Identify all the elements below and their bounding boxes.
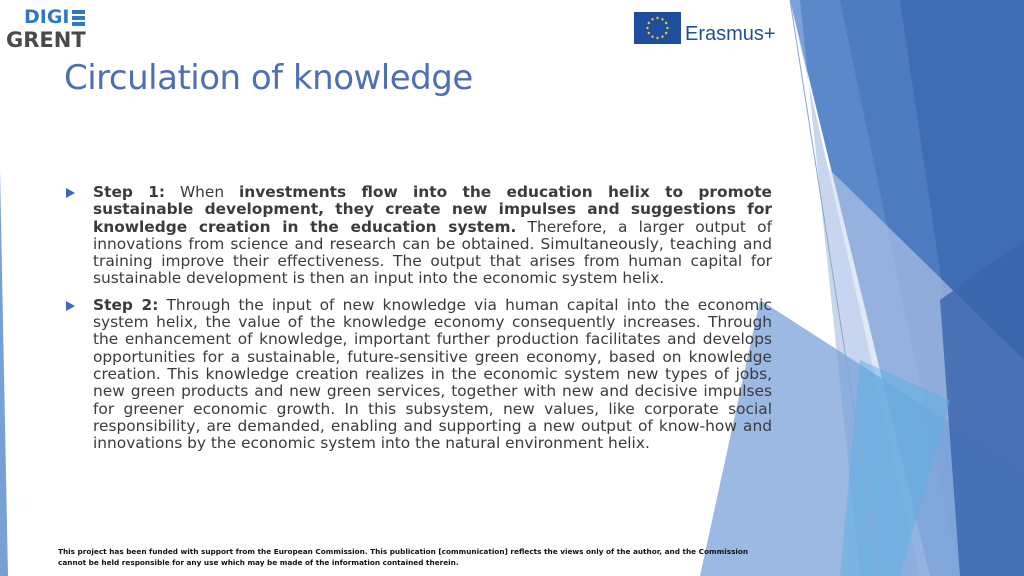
bullet-list [66, 184, 772, 461]
erasmus-text: Erasmus+ [685, 23, 776, 45]
logo-bars-icon [72, 10, 85, 26]
bullet-step-2 [66, 297, 772, 453]
logo-line1: DIGI [24, 6, 70, 28]
text-segment-bold: investments flow into the education helix to promote sustainable development, they create new impulses and suggestions for knowledge creation in the education system. [93, 183, 772, 236]
logo-line2: GRENT [6, 28, 86, 52]
text-segment: Through the input of new knowledge via human capital into the economic system helix, the value of the knowledge economy consequently increases. Through the enhancement of knowledge, important further production facilitates and develops opportunities for a sustainable, future-sensitive green economy, based on knowledge creation. This knowledge creation realizes in the economic system new types of jobs, new green products and new green services, together with new and decisive impulses for greener economic growth. In this subsystem, new values, like corporate social responsibility, are demanded, enabling and supporting a new output of know-how and innovations by the economic system into the natural environment helix. [93, 295, 772, 453]
bullet-arrow-icon [66, 301, 75, 311]
bullet-text [93, 184, 772, 288]
step-label: Step 2: [93, 295, 159, 314]
bullet-step-1 [66, 184, 772, 288]
text-segment: Therefore, a larger output of innovations from science and research can be obtained. Simultaneously, teaching and training improve their effectiveness. The output that arises from human capital for sustainable development is then an input into the economic system helix. [93, 217, 773, 288]
page-title: Circulation of knowledge [64, 58, 473, 98]
footer-disclaimer: This project has been funded with support from the European Commission. This publication [communication] reflects the views only of the author, and the Commission cannot be held responsible for any use which may be made of the information contained therein. [58, 547, 749, 567]
text-segment: When [165, 183, 239, 201]
erasmus-logo [634, 12, 794, 48]
bullet-text [93, 297, 772, 453]
eu-flag-icon [634, 12, 681, 44]
step-label: Step 1: [93, 183, 166, 201]
digi-grent-logo [6, 6, 86, 54]
bullet-arrow-icon [66, 188, 75, 198]
